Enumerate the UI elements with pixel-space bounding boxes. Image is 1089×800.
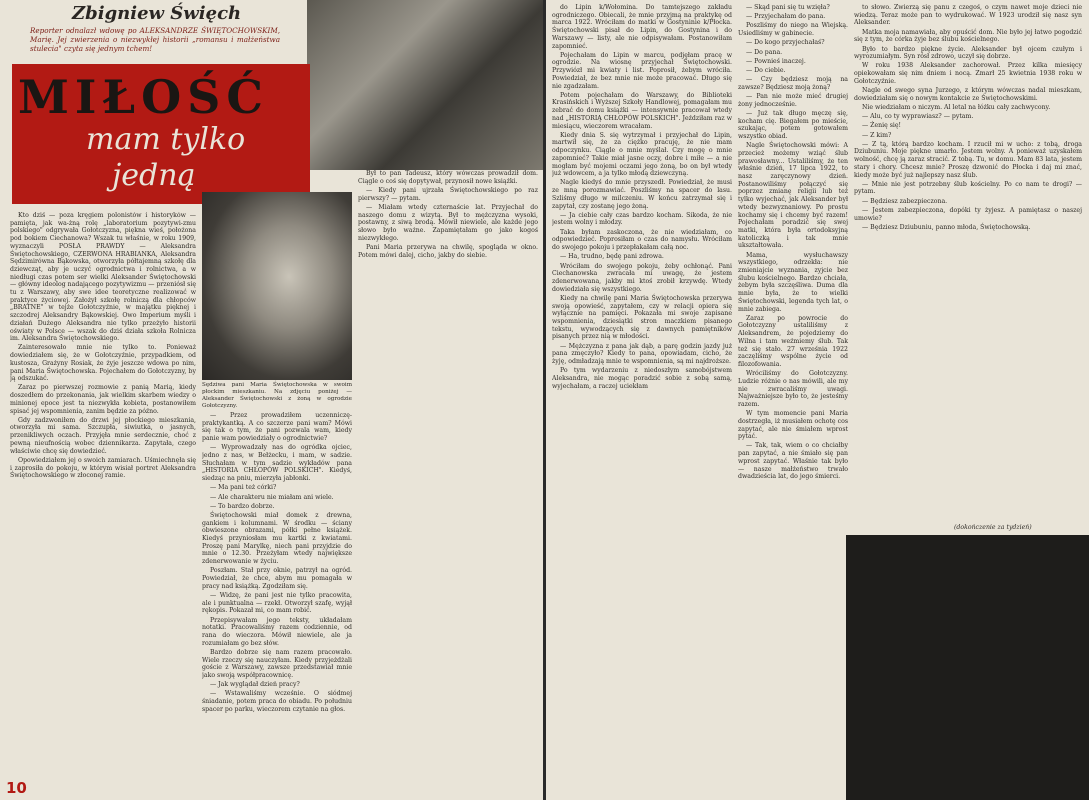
paragraph: — Przyjechałam do pana. bbox=[746, 13, 826, 21]
paragraph: Świętochowski miał domek z drewna, gankiem i kolumnami. W środku — ściany obwieszone obrazami, półki pełne książek. Kiedyś przyniosłam mu kartki z kwiatami. Proszę pani Marylkę, niech pani przyjdzie do mnie o 12.30. Przeżyłam wtedy największe zdenerwowanie w życiu. bbox=[202, 511, 352, 566]
headline-main: MIŁOŚĆ bbox=[18, 70, 269, 124]
paragraph: Zaraz po pierwszej rozmowie z panią Marią, kiedy doszedłem do przekonania, jak wielkim skarbem wiedzy o minionej epoce jest ta niezwykła kobieta, postanowiłem spisać jej wspomnienia, zanim będzie za późno. bbox=[10, 384, 196, 415]
paragraph: Taka byłam zaskoczona, że nie wiedziałam, co odpowiedzieć. Poprosiłam o czas do namysłu. Wróciłam do swojego pokoju i przepłakałam całą noc. bbox=[552, 228, 732, 252]
paragraph: Nagle od swego syna Jurzego, z którym wówczas nadal mieszkam, dowiedziałam się o nowym kontakcie ze Świętochowskimi. bbox=[854, 87, 1082, 102]
paragraph: Kto dziś — poza kręgiem polonistów i historyków — pamięta, jak wa-żną rolę „laboratorium pozytywi-zmu polskiego" odgrywała Gołotczyzna, piękna wieś, położona pod bokiem Ciechanowa? Wszak tu właśnie, w roku 1909, wyznaczyli POSŁA PRAWDY — Aleksandra Świętochowskiego, CZERWONA HRABIANKA, Aleksandra Sędzimirówna Bąkowska, otworzyła półtajemną szkołę dla dziewcząt, aby je uczyć ogrodnictwa i rolnictwa, a w niedługi czas potem ser wielki Aleksander Świętochowski — główny ideolog nadającego pozytywizmu — przeniósł się tu z Warszawy, aby swe idee teoretyczne realizować w praktyce życiowej. Założył szkołę rolniczą dla chłopców „BRATNE" w tejże Gołotczyźnie, w majątku pięknej i szczodrej Aleksandry Bąkowskiej. Owo Imperium myśli i działań Dużego Aleksandra nie tylko przeżyło historii oświaty w Polsce — wszak do dziś działa szkoła Rolnicza im. Aleksandra Świętochowskiego. bbox=[10, 212, 196, 343]
headline-line2: mam tylko bbox=[86, 122, 246, 157]
lead-paragraph: Reporter odnalazł wdowę po ALEKSANDRZE ŚWIĘTOCHOWSKIM, Marię. Jej zwierzenia o niezwykłej historii „romansu i małżeństwa stulecia" czyta się jednym tchem! bbox=[30, 26, 280, 53]
paragraph: — Skąd pani się tu wzięła? bbox=[746, 4, 830, 11]
paragraph: Nagle Świętochowski mówi: A przecież możemy wziąć ślub prawosławny... Ustaliliśmy, że ten właśnie dzień, 17 lipca 1922, to nasz zaręczynowy dzień. Postanowiliśmy połączyć się poprzez zmianę religii lub też tylko wyjechać, jak Aleksander był wtedy bezwyznaniowy. Po prostu kochamy się i chcemy być razem! Pojechałam poradzić się swej matki, która była ortodoksyjną katoliczką i tak mnie ukształtowała. bbox=[738, 142, 848, 250]
paragraph: Gdy zadzwoniłem do drzwi jej płockiego mieszkania, otworzyła mi sama. Szczupła, siwiutka, o jasnych, przenikliwych oczach. Przyjęła mnie serdecznie, choć z pewną nieufnością wobec dziennikarza. Zapytała, czego właściwie chcę się dowiedzieć. bbox=[10, 416, 196, 455]
paragraph: — Do pana. bbox=[746, 48, 783, 56]
paragraph: — Już tak długo męczę się, kocham cię. Biegałem po mieście, szukając, potem gotowałem wszystko obiad. bbox=[738, 109, 848, 141]
paragraph: — Do ciebie. bbox=[746, 66, 786, 74]
paragraph: — Ma pani też córki? bbox=[210, 484, 277, 492]
paragraph: Mama, wysłuchawszy wszystkiego, odrzekła: nie zmieniajcie wyznania, zyjcie bez ślubu kościelnego. Bardzo chciała, żebym była szczęśliwa. Duma dla mnie była, że to wielki Świętochowski, legenda tych lat, o mnie zabiega. bbox=[738, 251, 848, 313]
paragraph: — Ale charakteru nie miałam ani wiele. bbox=[210, 493, 334, 501]
paragraph: — Miałam wtedy czternaście lat. Przyjechał do naszego domu z wizytą. Był to mężczyzna wysoki, postawny, z siwą brodą. Mówił niewiele, ale każde jego słowo było ważne. Zapamiętałam go jako kogoś niezwykłego. bbox=[358, 203, 538, 242]
continuation-note: (dokończenie za tydzień) bbox=[954, 524, 1032, 531]
top-photo bbox=[307, 0, 543, 170]
paragraph: Poszłam. Stał przy oknie, patrzył na ogród. Powiedział, że chce, abym mu pomagała w pracy nad książką. Zgodziłam się. bbox=[202, 567, 352, 590]
paragraph: W tym momencie pani Maria dostrzegła, iż musiałem ochotę cos zapytać, ale nie śmiałem wprost pytać. bbox=[738, 410, 848, 441]
paragraph: Zaraz po powrocie do Gołotczyzny ustaliliśmy z Aleksandrem, że pojedziemy do Wilna i tam weźmiemy ślub. Tak też się stało. 27 września 1922 zaczęliśmy wspólne życie od filozofowania. bbox=[738, 314, 848, 368]
paragraph: Nie wiedziałam o niczym. Al letal na łóżku cały zachwycony. bbox=[862, 103, 1051, 111]
paragraph: — Alu, co ty wyprawiasz? — pytam. bbox=[862, 113, 974, 121]
article-column-3 bbox=[358, 170, 538, 790]
article-column-1 bbox=[10, 212, 196, 772]
paragraph: — Żenię się! bbox=[862, 122, 902, 130]
portrait-photo bbox=[202, 192, 352, 380]
paragraph: Po tym wydarzeniu z niedoszłym samobójstwem Aleksandra, nie mogąc poradzić sobie z sobą samą, wyjechałam, a raczej uciekłam bbox=[552, 367, 732, 390]
paragraph: — Widzę, że pani jest nie tylko pracowita, ale i punktualna — rzekł. Otworzył szafę, wyjął rękopis. Pokazał mi, co mam robić. bbox=[202, 591, 352, 615]
paragraph: Był to pan Tadeusz, który wówczas prowadził dom. Ciągle o coś się dopytywał, przynosił nowe książki. bbox=[358, 170, 538, 185]
paragraph: Bardzo dobrze się nam razem pracowało. Wiele rzeczy się nauczyłam. Kiedy przyjeżdżali goście z Warszawy, zawsze przedstawiał mnie jako swoją współpracownicę. bbox=[202, 648, 352, 679]
photo-caption: Sędziwa pani Maria Świętochowska w swoim płockim mieszkaniu. Na zdjęciu poniżej — Aleksander Świętochowski z żoną w ogrodzie Gołotczyzny. bbox=[202, 382, 352, 409]
paragraph: — Pownieś inaczej. bbox=[746, 57, 806, 65]
article-column-5 bbox=[738, 4, 848, 534]
paragraph: Zainteresowało mnie nie tylko to. Ponieważ dowiedziałem się, że w Gołotczyźnie, przypadkiem, od kustosza, Grażyny Rosiak, że żyje jeszcze wdowa po nim, pani Maria Świętochowska. Pojechałem do Gołotczyzny, by ją odszukać. bbox=[10, 344, 196, 383]
paragraph: Opowiedziałem jej o swoich zamiarach. Uśmiechnęła się i zaprosiła do pokoju, w którym wisiał portret Aleksandra Świętochowskiego w złoconej ramie. bbox=[10, 456, 196, 480]
article-column-4 bbox=[552, 4, 732, 796]
paragraph: — Z kim? bbox=[862, 131, 892, 139]
paragraph: — Z tą, którą bardzo kocham. I rzucił mi w ucho: z tobą, droga Dziubuniu. Moje piękne umarło. Jestem wolny. A ponieważ uzyskałem wolność, chcę ją zaraz stracić. Z tobą. Tu, w domu. Mam 83 lata, jestem stary i chory. Chcesz mnie? Proszę dzwonić do Płocka i daj mi znać, kiedy może być już najlepszy nasz ślub. bbox=[854, 140, 1082, 179]
dark-margin-area bbox=[846, 535, 1089, 800]
paragraph: Matka moja namawiała, aby opuścić dom. Nie było jej łatwo pogodzić się z tym, że córka żyje bez ślubu kościelnego. bbox=[854, 28, 1082, 44]
article-column-2 bbox=[202, 412, 352, 792]
paragraph: Wróciłam do swojego pokoju, żeby ochłonąć. Pani Ciechanowska zwracała mi uwagę, że jestem zdenerwowana, jakby mi ktoś zrobił krzywdę. Wtedy dowiedziała się wszystkiego. bbox=[552, 262, 732, 293]
paragraph: — Jak wyglądał dzień pracy? bbox=[210, 681, 300, 689]
page-number: 10 bbox=[6, 779, 27, 797]
paragraph: — Przez prowadziłem uczenniczę-praktykantką. A co szczerze pani wam? Mówi się tak o tym, że pani pozwala wam, kiedy panie wam powiedziały o ogrodnictwie? bbox=[202, 412, 352, 443]
left-page bbox=[0, 0, 543, 800]
paragraph: Pojechałam do Lipin w marcu, podjęłam pracę w ogrodzie. Na wiosnę przyjechał Świętochowski. Przywiózł mi kwiaty i list. Poprosił, żebym wróciła. Powiedział, że bez mnie nie może pracować. Długo się nie zgadzałam. bbox=[552, 51, 732, 90]
paragraph: — Wstawaliśmy wcześnie. O siódmej śniadanie, potem praca do obiadu. Po południu spacer po parku, wieczorem czytanie na głos. bbox=[202, 690, 352, 713]
paragraph: to słowo. Zwierzą się panu z czegoś, o czym nawet moje dzieci nie wiedzą. Teraz może pan to wydrukować. W 1923 urodził się nasz syn Aleksander. bbox=[854, 4, 1082, 27]
paragraph: Nagle kiedyś do mnie przyszedł. Powiedział, że musi ze mną porozmawiać. Poszliśmy na spacer do lasu. Szliśmy długo w milczeniu. W końcu zatrzymał się i zapytał, czy zostanę jego żoną. bbox=[552, 179, 732, 210]
paragraph: — Wyprowadzały nas do ogródka ojciec, jedno z nas, w Bełżecku, i mam, w sadzie. Słuchałam w tym sadzie wykładów pana „HISTORIA CHŁOPÓW POLSKICH". Kiedyś, siedząc na pniu, mierzyła jabłonki. bbox=[202, 444, 352, 483]
paragraph: Wróciliśmy do Gołotczyzny. Ludzie różnie o nas mówili, ale my nie zwracaliśmy uwagi. Najważniejsze było to, że jesteśmy razem. bbox=[738, 370, 848, 408]
paragraph: Kiedy dnia S. się wytrzymał i przyjechał do Lipin, martwił się, że za ciężko pracuję, że nie mam odpoczynku. Ciągle o mnie myślał. Czy mogę o mnie zapomnieć? Takie miał jasne oczy, dobre i miłe — a nie mogłam być mojemi oczami jego żoną, bo on był wtedy już wdowcem, a ja tylko młodą dziewczyną. bbox=[552, 131, 732, 178]
paragraph: Poszliśmy do niego na Wiejską. Usiedliśmy w gabinecie. bbox=[738, 22, 848, 38]
paragraph: — Mężczyzna z pana jak dąb, a parę godzin jazdy już pana zmęczyło? Kiedy to pana, opowiadam, cicho, że żyję, odmładzają mnie te wspomnienia, są mi najdroższe. bbox=[552, 342, 732, 365]
paragraph: — Tak, tak, wiem o co chciałby pan zapytać, a nie śmiało się pan wprost zapytać. Właśnie tak było — nasze małżeństwo trwało dwadzieścia lat, do jego śmierci. bbox=[738, 442, 848, 481]
paragraph: — Kiedy pani ujrzała Świętochowskiego po raz pierwszy? — pytam. bbox=[358, 186, 538, 202]
paragraph: Kiedy na chwilę pani Maria Świętochowska przerywa swoją opowieść, zapytałem, czy w relacji opiera się wyłącznie na pamięci. Pokazała mi swoje zapisane wspomnienia, dziesiątki stron maczkiem pisanego tekstu, wywodzących się z dawnych pamiętników pisanych przez nią w młodości. bbox=[552, 294, 732, 341]
paragraph: — Jestem zabezpieczona, dopóki ty żyjesz. A pamiętasz o naszej umowie? bbox=[854, 206, 1082, 222]
author-name: Zbigniew Święch bbox=[72, 3, 242, 24]
paragraph: — Ha, trudno, będę pani zdrowa. bbox=[560, 253, 664, 261]
headline-line3: jedną bbox=[112, 158, 196, 193]
article-column-6 bbox=[854, 4, 1082, 524]
paragraph: — Czy będziesz moją na zawsze? Będziesz moją żoną? bbox=[738, 76, 848, 91]
paragraph: Było to bardzo piękne życie. Aleksander był ojcem czułym i wyrozumiałym. Syn rósł zdrowo, uczył się dobrze. bbox=[854, 45, 1082, 61]
paragraph: — Ja ciebie cały czas bardzo kocham. Sikoda, że nie jestem wolny i młodzy. bbox=[552, 211, 732, 227]
paragraph: Pani Maria przerywa na chwilę, spogląda w okno. Potem mówi dalej, cicho, jakby do siebie. bbox=[358, 243, 538, 259]
paragraph: — Do kogo przyjechałaś? bbox=[746, 39, 825, 47]
paragraph: — Będziesz Dziubuniu, panno młoda, Świętochowską. bbox=[862, 223, 1031, 231]
paragraph: W roku 1938 Aleksander zachorował. Przez kilka miesięcy opiekowałam się nim dniem i nocą. Zmarł 25 kwietnia 1938 roku w Gołotczyźnie. bbox=[854, 62, 1082, 85]
paragraph: Przepisywałam jego teksty, układałam notatki. Pracowaliśmy razem codziennie, od rana do wieczora. Mówił niewiele, ale ja rozumiałam go bez słów. bbox=[202, 616, 352, 647]
paragraph: Potem pojechałam do Warszawy, do Biblioteki Krasińskich i Wyższej Szkoły Handlowej, pomagałam mu zebrać do domu książki — intensywnie pracował wtedy nad „HISTORIĄ CHŁOPÓW POLSKICH". Jeździłam raz w miesiącu, wieczorem wracałam. bbox=[552, 91, 732, 130]
paragraph: — Będziesz zabezpieczona. bbox=[862, 197, 948, 205]
paragraph: — Pan nie może mieć drugiej żony jednocześnie. bbox=[738, 93, 848, 108]
paragraph: — To bardzo dobrze. bbox=[210, 502, 275, 510]
paragraph: — Mnie nie jest potrzebny ślub kościelny. Po co nam te drogi? — pytam. bbox=[854, 180, 1082, 196]
paragraph: do Lipin k/Wołomina. Do tamtejszego zakładu ogrodniczego. Obiecali, że mnie przyjmą na praktykę od marca 1922. Wróciłam do matki w Gostyninie k/Płocka. Świętochowski pisał do Lipin, do Gostynina i do Warszawy — listy, ale nie odpisywałam. Postanowiłam zapomnieć. bbox=[552, 4, 732, 50]
